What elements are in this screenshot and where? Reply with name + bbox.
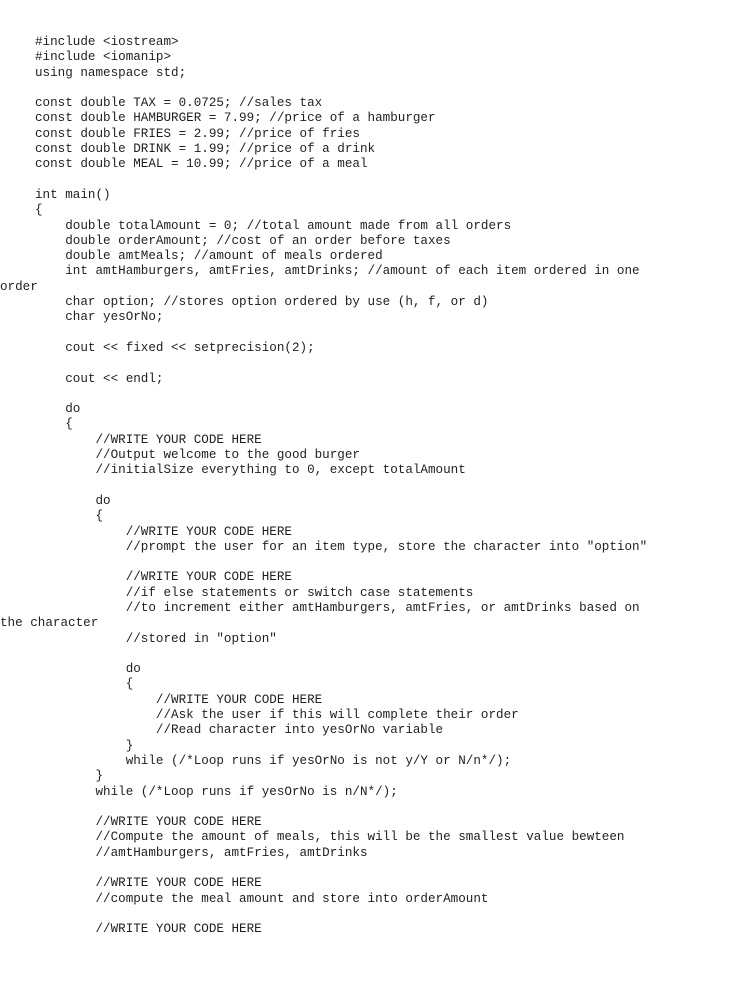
code-line-const-fries: const double FRIES = 2.99; //price of fries [35, 126, 360, 141]
code-line-comment-stored-option: //stored in "option" [35, 631, 277, 646]
code-line-comment-welcome: //Output welcome to the good burger [35, 448, 360, 463]
code-line-comment-write-code: //WRITE YOUR CODE HERE [35, 432, 262, 447]
code-line-comment-write-code: //WRITE YOUR CODE HERE [35, 815, 262, 830]
code-line-blank [35, 479, 735, 494]
code-line-outer-open-brace: { [35, 417, 73, 432]
code-line-comment-ask-complete: //Ask the user if this will complete their order [35, 708, 519, 723]
code-line-using-namespace: using namespace std; [35, 65, 187, 80]
code-line-middle-close-brace: } [35, 769, 104, 784]
code-line-amt-meals: double amtMeals; //amount of meals ordered [35, 249, 383, 264]
code-line-blank [35, 907, 735, 922]
code-line-middle-while: while (/*Loop runs if yesOrNo is n/N*/); [35, 784, 398, 799]
code-line-order-amount: double orderAmount; //cost of an order before taxes [35, 233, 451, 248]
code-line-comment-write-code: //WRITE YOUR CODE HERE [35, 922, 262, 937]
code-line-blank [35, 356, 735, 371]
code-line-char-option: char option; //stores option ordered by use (h, f, or d) [35, 295, 489, 310]
code-line-include-iomanip: #include <iomanip> [35, 50, 172, 65]
code-line-char-yes-or-no: char yesOrNo; [35, 310, 164, 325]
code-line-include-iostream: #include <iostream> [35, 35, 179, 49]
code-line-comment-read-yes-or-no: //Read character into yesOrNo variable [35, 723, 444, 738]
code-line-comment-write-code: //WRITE YOUR CODE HERE [35, 692, 323, 707]
code-line-blank [35, 555, 735, 570]
code-line-blank [35, 387, 735, 402]
code-line-middle-do: do [35, 493, 111, 508]
code-line-blank [35, 861, 735, 876]
code-line-blank [35, 647, 735, 662]
code-line-comment-prompt-option: //prompt the user for an item type, store the character into "option" [35, 539, 648, 554]
code-line-main-signature: int main() [35, 187, 111, 202]
code-line-comment-item-names: //amtHamburgers, amtFries, amtDrinks [35, 845, 368, 860]
code-line-inner-while: while (/*Loop runs if yesOrNo is not y/Y or N/n*/); [35, 753, 512, 768]
code-line-comment-write-code: //WRITE YOUR CODE HERE [35, 524, 292, 539]
code-line-comment-write-code: //WRITE YOUR CODE HERE [35, 570, 292, 585]
code-line-comment-compute-meals: //Compute the amount of meals, this will be the smallest value bewteen [35, 830, 625, 845]
code-line-blank [35, 800, 735, 815]
code-line-wrap-continuation: order [0, 279, 38, 294]
code-line-blank [35, 326, 735, 341]
code-listing [0, 35, 735, 938]
code-line-inner-do: do [35, 662, 141, 677]
code-line-comment-increment: //to increment either amtHamburgers, amtFries, or amtDrinks based on [35, 600, 640, 615]
code-line-blank [35, 173, 735, 188]
code-line-cout-endl: cout << endl; [35, 371, 164, 386]
code-line-comment-write-code: //WRITE YOUR CODE HERE [35, 876, 262, 891]
code-line-outer-do: do [35, 402, 81, 417]
code-line-comment-if-else: //if else statements or switch case statements [35, 585, 474, 600]
code-line-const-tax: const double TAX = 0.0725; //sales tax [35, 96, 323, 111]
code-line-wrap-continuation: the character [0, 616, 99, 631]
code-line-cout-precision: cout << fixed << setprecision(2); [35, 340, 315, 355]
code-line-comment-compute-order-amount: //compute the meal amount and store into orderAmount [35, 891, 489, 906]
code-line-comment-initialize: //initialSize everything to 0, except totalAmount [35, 463, 466, 478]
code-line-const-hamburger: const double HAMBURGER = 7.99; //price of a hamburger [35, 111, 436, 126]
code-line-const-drink: const double DRINK = 1.99; //price of a drink [35, 142, 376, 157]
code-line-const-meal: const double MEAL = 10.99; //price of a meal [35, 157, 368, 172]
code-line-total-amount: double totalAmount = 0; //total amount made from all orders [35, 218, 512, 233]
code-line-inner-close-brace: } [35, 738, 134, 753]
code-line-item-counts: int amtHamburgers, amtFries, amtDrinks; //amount of each item ordered in one [35, 264, 640, 279]
code-line-inner-open-brace: { [35, 677, 134, 692]
code-line-blank [35, 81, 735, 96]
code-line-middle-open-brace: { [35, 509, 104, 524]
code-line-main-open-brace: { [35, 203, 43, 218]
